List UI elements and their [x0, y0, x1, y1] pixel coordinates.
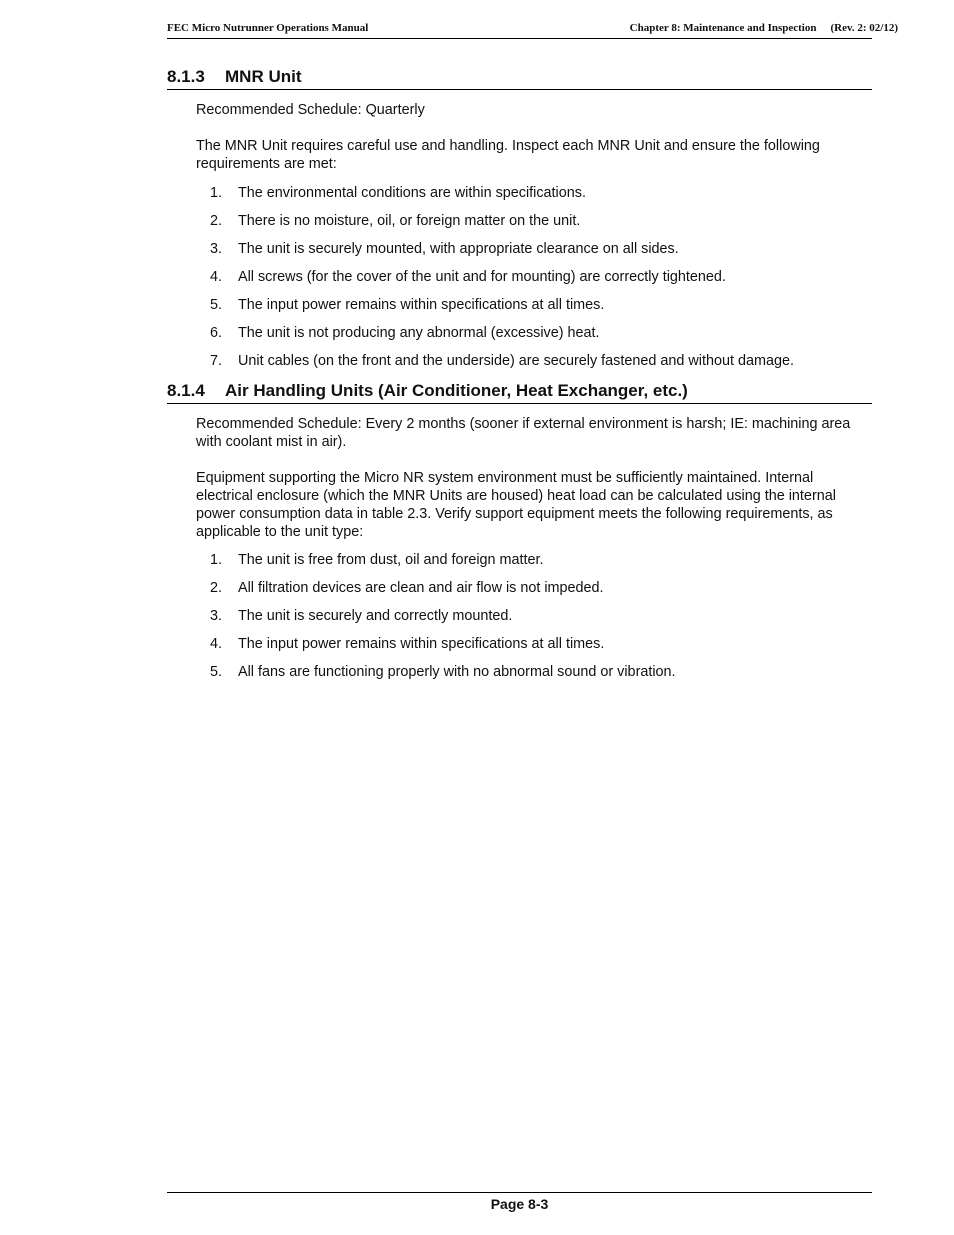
list-item: 5. The input power remains within specifications at all times.: [210, 297, 605, 313]
list-item: 1. The environmental conditions are within specifications.: [210, 185, 586, 201]
section-title: MNR Unit: [225, 67, 302, 86]
requirements-list: [196, 551, 872, 691]
revision-label: (Rev. 2: 02/12): [830, 22, 898, 34]
section-heading-8-1-4: [167, 381, 872, 404]
section-number: 8.1.3: [167, 67, 205, 86]
manual-title: FEC Micro Nutrunner Operations Manual: [167, 22, 369, 34]
schedule-text: Recommended Schedule: Every 2 months (sooner if external environment is harsh; IE: machining area with coolant mist in air).: [196, 416, 851, 450]
list-item: 4. The input power remains within specifications at all times.: [210, 636, 605, 652]
schedule-text: Recommended Schedule: Quarterly: [196, 102, 425, 118]
section-title: Air Handling Units (Air Conditioner, Heat Exchanger, etc.): [225, 381, 688, 400]
intro-paragraph: The MNR Unit requires careful use and handling. Inspect each MNR Unit and ensure the following requirements are met:: [196, 138, 820, 172]
footer-divider: [167, 1192, 872, 1193]
list-item: 5. All fans are functioning properly with no abnormal sound or vibration.: [210, 664, 676, 680]
list-item: 4. All screws (for the cover of the unit and for mounting) are correctly tightened.: [210, 269, 726, 285]
list-item: 7. Unit cables (on the front and the underside) are securely fastened and without damage.: [210, 353, 794, 369]
list-item: 1. The unit is free from dust, oil and foreign matter.: [210, 552, 544, 568]
list-item: 3. The unit is securely mounted, with appropriate clearance on all sides.: [210, 241, 679, 257]
requirements-list: [196, 184, 872, 380]
section-heading-8-1-3: [167, 67, 872, 90]
intro-paragraph: Equipment supporting the Micro NR system environment must be sufficiently maintained. Internal electrical enclosure (which the MNR Units are housed) heat load can be calculated using the internal power consumption data in table 2.3. Verify support equipment meets the following requirements, as applicable to the unit type:: [196, 470, 836, 540]
chapter-title: Chapter 8: Maintenance and Inspection: [629, 22, 817, 34]
page-number: Page 8-3: [490, 1196, 549, 1212]
list-item: 6. The unit is not producing any abnormal (excessive) heat.: [210, 325, 600, 341]
list-item: 2. All filtration devices are clean and air flow is not impeded.: [210, 580, 604, 596]
chapter-info: [630, 22, 898, 34]
list-item: 2. There is no moisture, oil, or foreign matter on the unit.: [210, 213, 581, 229]
section-number: 8.1.4: [167, 381, 205, 400]
list-item: 3. The unit is securely and correctly mounted.: [210, 608, 513, 624]
page-header: [167, 21, 898, 39]
